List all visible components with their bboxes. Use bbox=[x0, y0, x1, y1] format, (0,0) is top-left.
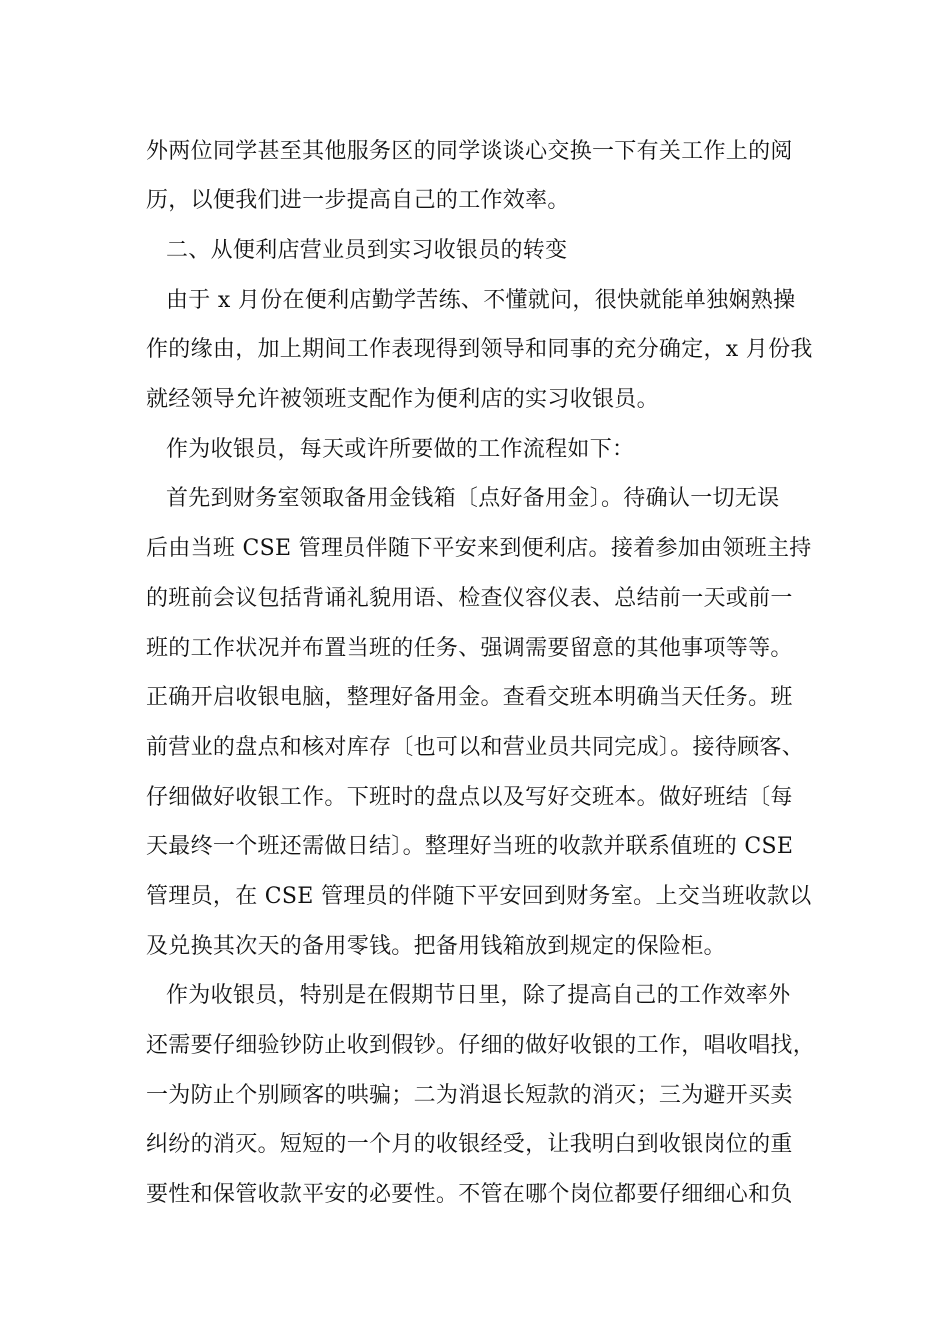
text-line: 历，以便我们进一步提高自己的工作效率。 bbox=[146, 188, 570, 213]
text-line: 作为收银员，特别是在假期节日里，除了提高自己的工作效率外 bbox=[166, 983, 791, 1008]
text-line: 一为防止个别顾客的哄骗；二为消退长短款的消灭；三为避开买卖 bbox=[146, 1083, 793, 1108]
text-line: 班的工作状况并布置当班的任务、强调需要留意的其他事项等等。 bbox=[146, 636, 793, 661]
text-line: 正确开启收银电脑，整理好备用金。查看交班本明确当天任务。班 bbox=[146, 685, 793, 710]
text-line: 前营业的盘点和核对库存〔也可以和营业员共同完成〕。接待顾客、 bbox=[146, 735, 805, 760]
text-line: 就经领导允许被领班支配作为便利店的实习收银员。 bbox=[146, 387, 659, 412]
section-heading: 二、从便利店营业员到实习收银员的转变 bbox=[166, 238, 568, 263]
text-line: 作为收银员，每天或许所要做的工作流程如下： bbox=[166, 437, 635, 462]
text-line: 天最终一个班还需做日结〕。整理好当班的收款并联系值班的 CSE bbox=[146, 834, 794, 859]
text-line: 由于 x 月份在便利店勤学苦练、不懂就问，很快就能单独娴熟操 bbox=[166, 288, 796, 313]
text-line: 外两位同学甚至其他服务区的同学谈谈心交换一下有关工作上的阅 bbox=[146, 139, 793, 164]
text-line: 仔细做好收银工作。下班时的盘点以及写好交班本。做好班结〔每 bbox=[146, 785, 793, 810]
text-line: 及兑换其次天的备用零钱。把备用钱箱放到规定的保险柜。 bbox=[146, 934, 726, 959]
text-line: 管理员，在 CSE 管理员的伴随下平安回到财务室。上交当班收款以 bbox=[146, 884, 812, 909]
text-line: 作的缘由，加上期间工作表现得到领导和同事的充分确定，x 月份我 bbox=[146, 337, 813, 362]
text-line: 后由当班 CSE 管理员伴随下平安来到便利店。接着参加由领班主持 bbox=[146, 536, 812, 561]
text-line: 要性和保管收款平安的必要性。不管在哪个岗位都要仔细细心和负 bbox=[146, 1182, 793, 1207]
text-line: 纠纷的消灭。短短的一个月的收银经受，让我明白到收银岗位的重 bbox=[146, 1132, 793, 1157]
text-line: 首先到财务室领取备用金钱箱〔点好备用金〕。待确认一切无误 bbox=[166, 486, 780, 511]
text-line: 还需要仔细验钞防止收到假钞。仔细的做好收银的工作，唱收唱找， bbox=[146, 1033, 816, 1058]
text-line: 的班前会议包括背诵礼貌用语、检查仪容仪表、总结前一天或前一 bbox=[146, 586, 793, 611]
